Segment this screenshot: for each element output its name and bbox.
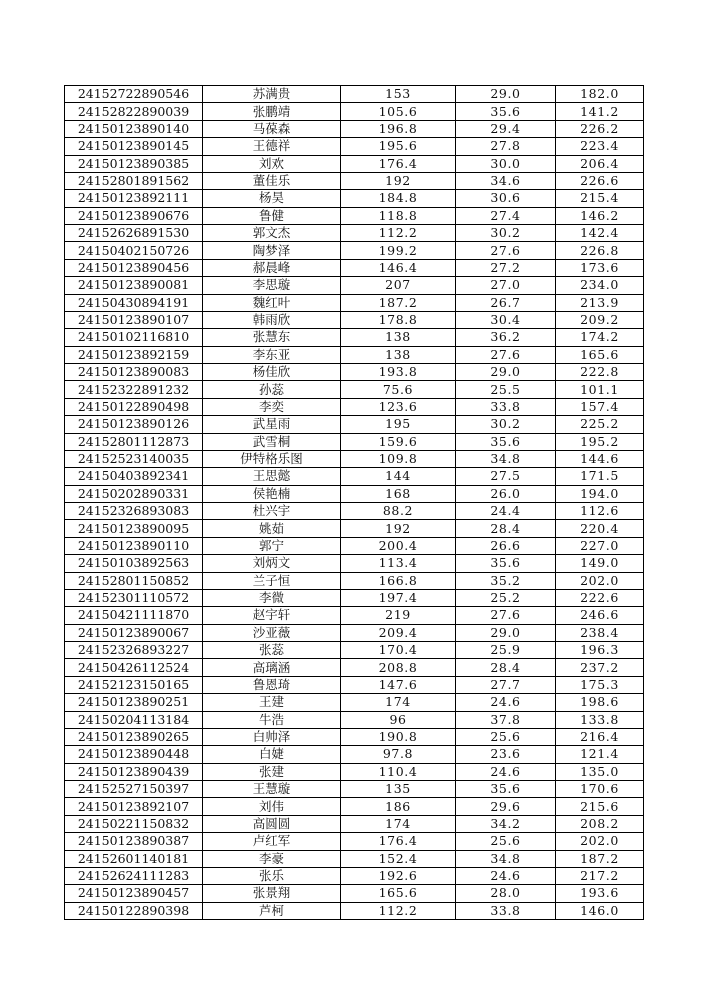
- name-cell: 苏满贵: [203, 86, 341, 103]
- table-row: [65, 867, 644, 884]
- table-row: [65, 815, 644, 832]
- total-score-cell: 215.4: [556, 190, 644, 207]
- score-cell: 195.6: [341, 138, 456, 155]
- exam-id-cell: 24150403892341: [65, 468, 203, 485]
- name-cell: 王建: [203, 694, 341, 711]
- exam-id-cell: 24150123890387: [65, 833, 203, 850]
- total-score-cell: 194.0: [556, 485, 644, 502]
- extra-score-cell: 28.4: [456, 659, 556, 676]
- total-score-cell: 217.2: [556, 867, 644, 884]
- name-cell: 张建: [203, 763, 341, 780]
- extra-score-cell: 27.4: [456, 207, 556, 224]
- extra-score-cell: 30.0: [456, 155, 556, 172]
- extra-score-cell: 26.0: [456, 485, 556, 502]
- table-row: [65, 763, 644, 780]
- score-cell: 209.4: [341, 624, 456, 641]
- total-score-cell: 246.6: [556, 607, 644, 624]
- extra-score-cell: 29.0: [456, 364, 556, 381]
- table-row: [65, 86, 644, 103]
- name-cell: 刘炳文: [203, 555, 341, 572]
- name-cell: 王思懿: [203, 468, 341, 485]
- score-cell: 112.2: [341, 902, 456, 919]
- total-score-cell: 171.5: [556, 468, 644, 485]
- total-score-cell: 141.2: [556, 103, 644, 120]
- total-score-cell: 195.2: [556, 433, 644, 450]
- extra-score-cell: 25.6: [456, 728, 556, 745]
- score-cell: 190.8: [341, 728, 456, 745]
- name-cell: 杜兴宇: [203, 503, 341, 520]
- table-row: [65, 850, 644, 867]
- exam-id-cell: 24150221150832: [65, 815, 203, 832]
- total-score-cell: 173.6: [556, 259, 644, 276]
- score-cell: 186: [341, 798, 456, 815]
- name-cell: 韩雨欣: [203, 311, 341, 328]
- score-cell: 159.6: [341, 433, 456, 450]
- score-cell: 170.4: [341, 642, 456, 659]
- total-score-cell: 226.6: [556, 172, 644, 189]
- total-score-cell: 216.4: [556, 728, 644, 745]
- total-score-cell: 112.6: [556, 503, 644, 520]
- score-cell: 123.6: [341, 398, 456, 415]
- total-score-cell: 193.6: [556, 885, 644, 902]
- total-score-cell: 101.1: [556, 381, 644, 398]
- exam-id-cell: 24150426112524: [65, 659, 203, 676]
- name-cell: 张乐: [203, 867, 341, 884]
- name-cell: 张景翔: [203, 885, 341, 902]
- extra-score-cell: 35.2: [456, 572, 556, 589]
- table-row: [65, 798, 644, 815]
- score-cell: 105.6: [341, 103, 456, 120]
- total-score-cell: 223.4: [556, 138, 644, 155]
- extra-score-cell: 34.8: [456, 450, 556, 467]
- extra-score-cell: 27.6: [456, 607, 556, 624]
- name-cell: 刘欢: [203, 155, 341, 172]
- exam-id-cell: 24152601140181: [65, 850, 203, 867]
- total-score-cell: 182.0: [556, 86, 644, 103]
- exam-id-cell: 24152326893083: [65, 503, 203, 520]
- score-cell: 97.8: [341, 746, 456, 763]
- table-row: [65, 902, 644, 919]
- table-row: [65, 190, 644, 207]
- total-score-cell: 157.4: [556, 398, 644, 415]
- total-score-cell: 121.4: [556, 746, 644, 763]
- exam-id-cell: 24150123890265: [65, 728, 203, 745]
- exam-id-cell: 24152527150397: [65, 781, 203, 798]
- total-score-cell: 238.4: [556, 624, 644, 641]
- table-row: [65, 572, 644, 589]
- name-cell: 郭文杰: [203, 225, 341, 242]
- table-row: [65, 433, 644, 450]
- name-cell: 牛浩: [203, 711, 341, 728]
- extra-score-cell: 30.6: [456, 190, 556, 207]
- exam-id-cell: 24150122890398: [65, 902, 203, 919]
- total-score-cell: 187.2: [556, 850, 644, 867]
- extra-score-cell: 25.9: [456, 642, 556, 659]
- total-score-cell: 213.9: [556, 294, 644, 311]
- extra-score-cell: 34.6: [456, 172, 556, 189]
- extra-score-cell: 34.2: [456, 815, 556, 832]
- score-cell: 147.6: [341, 676, 456, 693]
- exam-id-cell: 24152301110572: [65, 589, 203, 606]
- exam-id-cell: 24150123890676: [65, 207, 203, 224]
- extra-score-cell: 25.6: [456, 833, 556, 850]
- exam-id-cell: 24150122890498: [65, 398, 203, 415]
- table-row: [65, 277, 644, 294]
- extra-score-cell: 27.6: [456, 346, 556, 363]
- exam-id-cell: 24152523140035: [65, 450, 203, 467]
- name-cell: 王慧璇: [203, 781, 341, 798]
- score-cell: 109.8: [341, 450, 456, 467]
- score-cell: 152.4: [341, 850, 456, 867]
- total-score-cell: 222.6: [556, 589, 644, 606]
- name-cell: 芦柯: [203, 902, 341, 919]
- name-cell: 伊特格乐图: [203, 450, 341, 467]
- exam-id-cell: 24150123892111: [65, 190, 203, 207]
- table-row: [65, 120, 644, 137]
- table-row: [65, 346, 644, 363]
- exam-id-cell: 24150421111870: [65, 607, 203, 624]
- score-cell: 192: [341, 172, 456, 189]
- score-cell: 112.2: [341, 225, 456, 242]
- exam-id-cell: 24152822890039: [65, 103, 203, 120]
- score-cell: 174: [341, 815, 456, 832]
- extra-score-cell: 24.6: [456, 694, 556, 711]
- exam-id-cell: 24150204113184: [65, 711, 203, 728]
- name-cell: 郭宁: [203, 537, 341, 554]
- table-row: [65, 503, 644, 520]
- name-cell: 鲁恩琦: [203, 676, 341, 693]
- exam-id-cell: 24150402150726: [65, 242, 203, 259]
- table-row: [65, 207, 644, 224]
- total-score-cell: 206.4: [556, 155, 644, 172]
- exam-id-cell: 24152624111283: [65, 867, 203, 884]
- total-score-cell: 225.2: [556, 416, 644, 433]
- total-score-cell: 209.2: [556, 311, 644, 328]
- name-cell: 沙亚薇: [203, 624, 341, 641]
- extra-score-cell: 24.4: [456, 503, 556, 520]
- extra-score-cell: 25.5: [456, 381, 556, 398]
- exam-id-cell: 24152326893227: [65, 642, 203, 659]
- table-row: [65, 468, 644, 485]
- total-score-cell: 198.6: [556, 694, 644, 711]
- table-row: [65, 624, 644, 641]
- exam-id-cell: 24150123890083: [65, 364, 203, 381]
- exam-id-cell: 24152626891530: [65, 225, 203, 242]
- exam-id-cell: 24150123890439: [65, 763, 203, 780]
- score-cell: 192.6: [341, 867, 456, 884]
- extra-score-cell: 29.4: [456, 120, 556, 137]
- score-cell: 138: [341, 329, 456, 346]
- extra-score-cell: 24.6: [456, 867, 556, 884]
- table-row: [65, 259, 644, 276]
- name-cell: 高璃涵: [203, 659, 341, 676]
- exam-id-cell: 24150123892159: [65, 346, 203, 363]
- score-cell: 146.4: [341, 259, 456, 276]
- table-row: [65, 833, 644, 850]
- total-score-cell: 146.2: [556, 207, 644, 224]
- table-row: [65, 294, 644, 311]
- table-row: [65, 329, 644, 346]
- score-cell: 195: [341, 416, 456, 433]
- total-score-cell: 146.0: [556, 902, 644, 919]
- table-row: [65, 676, 644, 693]
- score-cell: 96: [341, 711, 456, 728]
- table-row: [65, 450, 644, 467]
- score-cell: 168: [341, 485, 456, 502]
- total-score-cell: 133.8: [556, 711, 644, 728]
- total-score-cell: 215.6: [556, 798, 644, 815]
- extra-score-cell: 26.7: [456, 294, 556, 311]
- name-cell: 武星雨: [203, 416, 341, 433]
- name-cell: 孙蕊: [203, 381, 341, 398]
- score-cell: 176.4: [341, 833, 456, 850]
- total-score-cell: 202.0: [556, 833, 644, 850]
- exam-id-cell: 24150123890448: [65, 746, 203, 763]
- score-cell: 200.4: [341, 537, 456, 554]
- score-cell: 199.2: [341, 242, 456, 259]
- exam-id-cell: 24150123890067: [65, 624, 203, 641]
- extra-score-cell: 35.6: [456, 781, 556, 798]
- extra-score-cell: 24.6: [456, 763, 556, 780]
- extra-score-cell: 27.7: [456, 676, 556, 693]
- extra-score-cell: 30.2: [456, 416, 556, 433]
- total-score-cell: 237.2: [556, 659, 644, 676]
- table-row: [65, 364, 644, 381]
- score-cell: 110.4: [341, 763, 456, 780]
- exam-id-cell: 24150123890385: [65, 155, 203, 172]
- score-cell: 144: [341, 468, 456, 485]
- name-cell: 刘伟: [203, 798, 341, 815]
- table-row: [65, 103, 644, 120]
- score-cell: 178.8: [341, 311, 456, 328]
- score-cell: 165.6: [341, 885, 456, 902]
- extra-score-cell: 23.6: [456, 746, 556, 763]
- score-cell: 176.4: [341, 155, 456, 172]
- exam-id-cell: 24152722890546: [65, 86, 203, 103]
- extra-score-cell: 29.0: [456, 624, 556, 641]
- name-cell: 白婕: [203, 746, 341, 763]
- extra-score-cell: 28.4: [456, 520, 556, 537]
- score-cell: 118.8: [341, 207, 456, 224]
- table-row: [65, 155, 644, 172]
- score-cell: 193.8: [341, 364, 456, 381]
- score-cell: 88.2: [341, 503, 456, 520]
- extra-score-cell: 26.6: [456, 537, 556, 554]
- table-row: [65, 138, 644, 155]
- total-score-cell: 202.0: [556, 572, 644, 589]
- score-cell: 197.4: [341, 589, 456, 606]
- total-score-cell: 170.6: [556, 781, 644, 798]
- total-score-cell: 144.6: [556, 450, 644, 467]
- extra-score-cell: 27.6: [456, 242, 556, 259]
- table-row: [65, 589, 644, 606]
- name-cell: 杨昊: [203, 190, 341, 207]
- total-score-cell: 208.2: [556, 815, 644, 832]
- total-score-cell: 234.0: [556, 277, 644, 294]
- name-cell: 武雪桐: [203, 433, 341, 450]
- name-cell: 侯艳楠: [203, 485, 341, 502]
- score-cell: 208.8: [341, 659, 456, 676]
- name-cell: 李豪: [203, 850, 341, 867]
- exam-id-cell: 24150123890251: [65, 694, 203, 711]
- total-score-cell: 175.3: [556, 676, 644, 693]
- exam-id-cell: 24150123890110: [65, 537, 203, 554]
- table-row: [65, 694, 644, 711]
- total-score-cell: 222.8: [556, 364, 644, 381]
- extra-score-cell: 27.2: [456, 259, 556, 276]
- extra-score-cell: 33.8: [456, 902, 556, 919]
- extra-score-cell: 37.8: [456, 711, 556, 728]
- table-row: [65, 225, 644, 242]
- total-score-cell: 165.6: [556, 346, 644, 363]
- total-score-cell: 220.4: [556, 520, 644, 537]
- exam-id-cell: 24152801891562: [65, 172, 203, 189]
- name-cell: 赵宇轩: [203, 607, 341, 624]
- score-cell: 192: [341, 520, 456, 537]
- extra-score-cell: 27.5: [456, 468, 556, 485]
- table-row: [65, 607, 644, 624]
- name-cell: 李奕: [203, 398, 341, 415]
- extra-score-cell: 36.2: [456, 329, 556, 346]
- name-cell: 张慧东: [203, 329, 341, 346]
- name-cell: 卢红军: [203, 833, 341, 850]
- name-cell: 张蕊: [203, 642, 341, 659]
- exam-id-cell: 24152801112873: [65, 433, 203, 450]
- table-row: [65, 781, 644, 798]
- table-row: [65, 642, 644, 659]
- name-cell: 姚茹: [203, 520, 341, 537]
- exam-id-cell: 24150123890107: [65, 311, 203, 328]
- table-row: [65, 728, 644, 745]
- extra-score-cell: 30.2: [456, 225, 556, 242]
- score-cell: 138: [341, 346, 456, 363]
- name-cell: 李东亚: [203, 346, 341, 363]
- exam-id-cell: 24152322891232: [65, 381, 203, 398]
- extra-score-cell: 29.0: [456, 86, 556, 103]
- score-cell: 184.8: [341, 190, 456, 207]
- name-cell: 陶梦泽: [203, 242, 341, 259]
- extra-score-cell: 35.6: [456, 433, 556, 450]
- extra-score-cell: 27.8: [456, 138, 556, 155]
- exam-id-cell: 24152801150852: [65, 572, 203, 589]
- name-cell: 鲁健: [203, 207, 341, 224]
- name-cell: 杨佳欣: [203, 364, 341, 381]
- total-score-cell: 196.3: [556, 642, 644, 659]
- total-score-cell: 227.0: [556, 537, 644, 554]
- name-cell: 张鹏靖: [203, 103, 341, 120]
- table-row: [65, 537, 644, 554]
- name-cell: 白帅泽: [203, 728, 341, 745]
- exam-id-cell: 24150123890456: [65, 259, 203, 276]
- table-row: [65, 485, 644, 502]
- name-cell: 马葆森: [203, 120, 341, 137]
- table-row: [65, 885, 644, 902]
- extra-score-cell: 25.2: [456, 589, 556, 606]
- extra-score-cell: 35.6: [456, 103, 556, 120]
- name-cell: 李微: [203, 589, 341, 606]
- name-cell: 魏红叶: [203, 294, 341, 311]
- score-cell: 135: [341, 781, 456, 798]
- name-cell: 董佳乐: [203, 172, 341, 189]
- total-score-cell: 174.2: [556, 329, 644, 346]
- extra-score-cell: 28.0: [456, 885, 556, 902]
- score-cell: 207: [341, 277, 456, 294]
- name-cell: 郝晨峰: [203, 259, 341, 276]
- table-row: [65, 381, 644, 398]
- score-cell: 196.8: [341, 120, 456, 137]
- score-cell: 166.8: [341, 572, 456, 589]
- table-row: [65, 311, 644, 328]
- exam-id-cell: 24150123890126: [65, 416, 203, 433]
- extra-score-cell: 33.8: [456, 398, 556, 415]
- exam-id-cell: 24150202890331: [65, 485, 203, 502]
- table-row: [65, 242, 644, 259]
- table-row: [65, 746, 644, 763]
- total-score-cell: 226.8: [556, 242, 644, 259]
- exam-id-cell: 24150103892563: [65, 555, 203, 572]
- score-cell: 153: [341, 86, 456, 103]
- name-cell: 高圆圆: [203, 815, 341, 832]
- total-score-cell: 226.2: [556, 120, 644, 137]
- name-cell: 李思璇: [203, 277, 341, 294]
- table-row: [65, 398, 644, 415]
- score-cell: 174: [341, 694, 456, 711]
- exam-id-cell: 24150123890457: [65, 885, 203, 902]
- table-row: [65, 172, 644, 189]
- extra-score-cell: 29.6: [456, 798, 556, 815]
- exam-id-cell: 24150123890081: [65, 277, 203, 294]
- score-table: [64, 85, 644, 920]
- table-row: [65, 659, 644, 676]
- name-cell: 王德祥: [203, 138, 341, 155]
- table-row: [65, 711, 644, 728]
- table-row: [65, 416, 644, 433]
- name-cell: 兰子恒: [203, 572, 341, 589]
- score-cell: 219: [341, 607, 456, 624]
- exam-id-cell: 24150123890095: [65, 520, 203, 537]
- total-score-cell: 149.0: [556, 555, 644, 572]
- exam-id-cell: 24150430894191: [65, 294, 203, 311]
- total-score-cell: 142.4: [556, 225, 644, 242]
- extra-score-cell: 35.6: [456, 555, 556, 572]
- table-row: [65, 520, 644, 537]
- extra-score-cell: 34.8: [456, 850, 556, 867]
- exam-id-cell: 24152123150165: [65, 676, 203, 693]
- extra-score-cell: 30.4: [456, 311, 556, 328]
- exam-id-cell: 24150123892107: [65, 798, 203, 815]
- exam-id-cell: 24150123890140: [65, 120, 203, 137]
- score-table-body: [65, 86, 644, 920]
- exam-id-cell: 24150102116810: [65, 329, 203, 346]
- score-cell: 187.2: [341, 294, 456, 311]
- table-row: [65, 555, 644, 572]
- score-cell: 75.6: [341, 381, 456, 398]
- exam-id-cell: 24150123890145: [65, 138, 203, 155]
- total-score-cell: 135.0: [556, 763, 644, 780]
- extra-score-cell: 27.0: [456, 277, 556, 294]
- score-cell: 113.4: [341, 555, 456, 572]
